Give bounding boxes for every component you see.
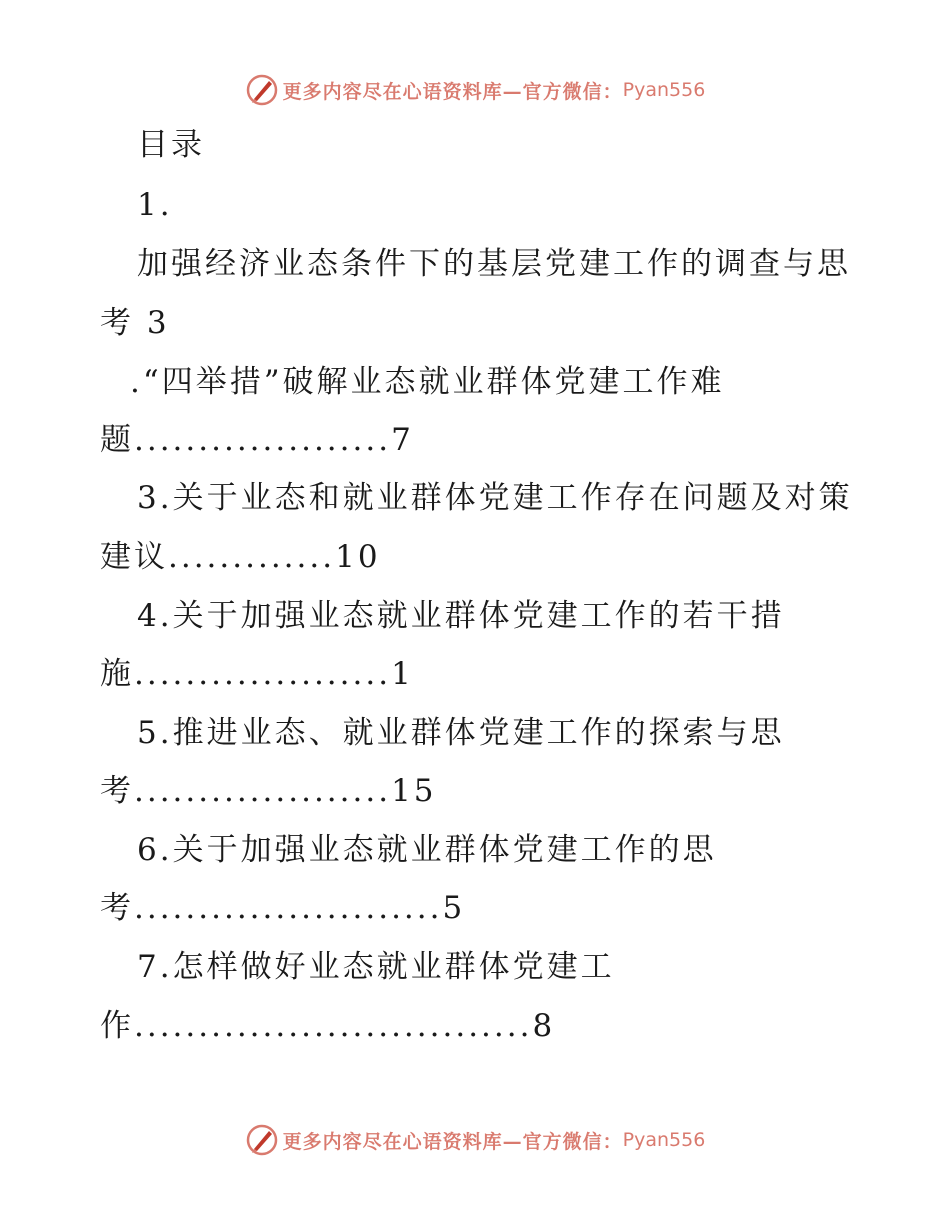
header-watermark bbox=[0, 70, 950, 110]
toc-line: .“四举措”破解业态就业群体党建工作难 bbox=[130, 364, 725, 400]
toc-line: 7.怎样做好业态就业群体党建工 bbox=[137, 949, 615, 985]
footer-watermark bbox=[0, 1120, 950, 1160]
toc-line: 题....................7 bbox=[100, 422, 414, 458]
banner-text: 更多内容尽在心语资料库—官方微信： bbox=[282, 80, 623, 103]
toc-line: 建议.............10 bbox=[100, 539, 381, 575]
toc-title: 目录 bbox=[137, 127, 205, 163]
pen-logo-icon bbox=[245, 73, 279, 107]
toc-line: 4.关于加强业态就业群体党建工作的若干措 bbox=[137, 598, 785, 634]
wechat-id: Pyan556 bbox=[622, 79, 706, 101]
toc-line: 施....................1 bbox=[100, 656, 414, 692]
toc-line: 考........................5 bbox=[100, 890, 466, 926]
toc-line: 6.关于加强业态就业群体党建工作的思 bbox=[137, 832, 717, 868]
toc-line: 考 3 bbox=[100, 305, 170, 341]
pen-logo-icon bbox=[245, 1123, 279, 1157]
toc-line: 3.关于业态和就业群体党建工作存在问题及对策 bbox=[137, 480, 853, 516]
toc-line: 1. bbox=[137, 187, 173, 223]
toc-line: 5.推进业态、就业群体党建工作的探索与思 bbox=[137, 715, 785, 751]
toc-line: 加强经济业态条件下的基层党建工作的调查与思 bbox=[137, 246, 851, 282]
banner-text: 更多内容尽在心语资料库—官方微信： bbox=[282, 1130, 623, 1153]
toc-line: 考....................15 bbox=[100, 773, 437, 809]
toc-line: 作...............................8 bbox=[100, 1008, 556, 1044]
wechat-id: Pyan556 bbox=[622, 1129, 706, 1151]
